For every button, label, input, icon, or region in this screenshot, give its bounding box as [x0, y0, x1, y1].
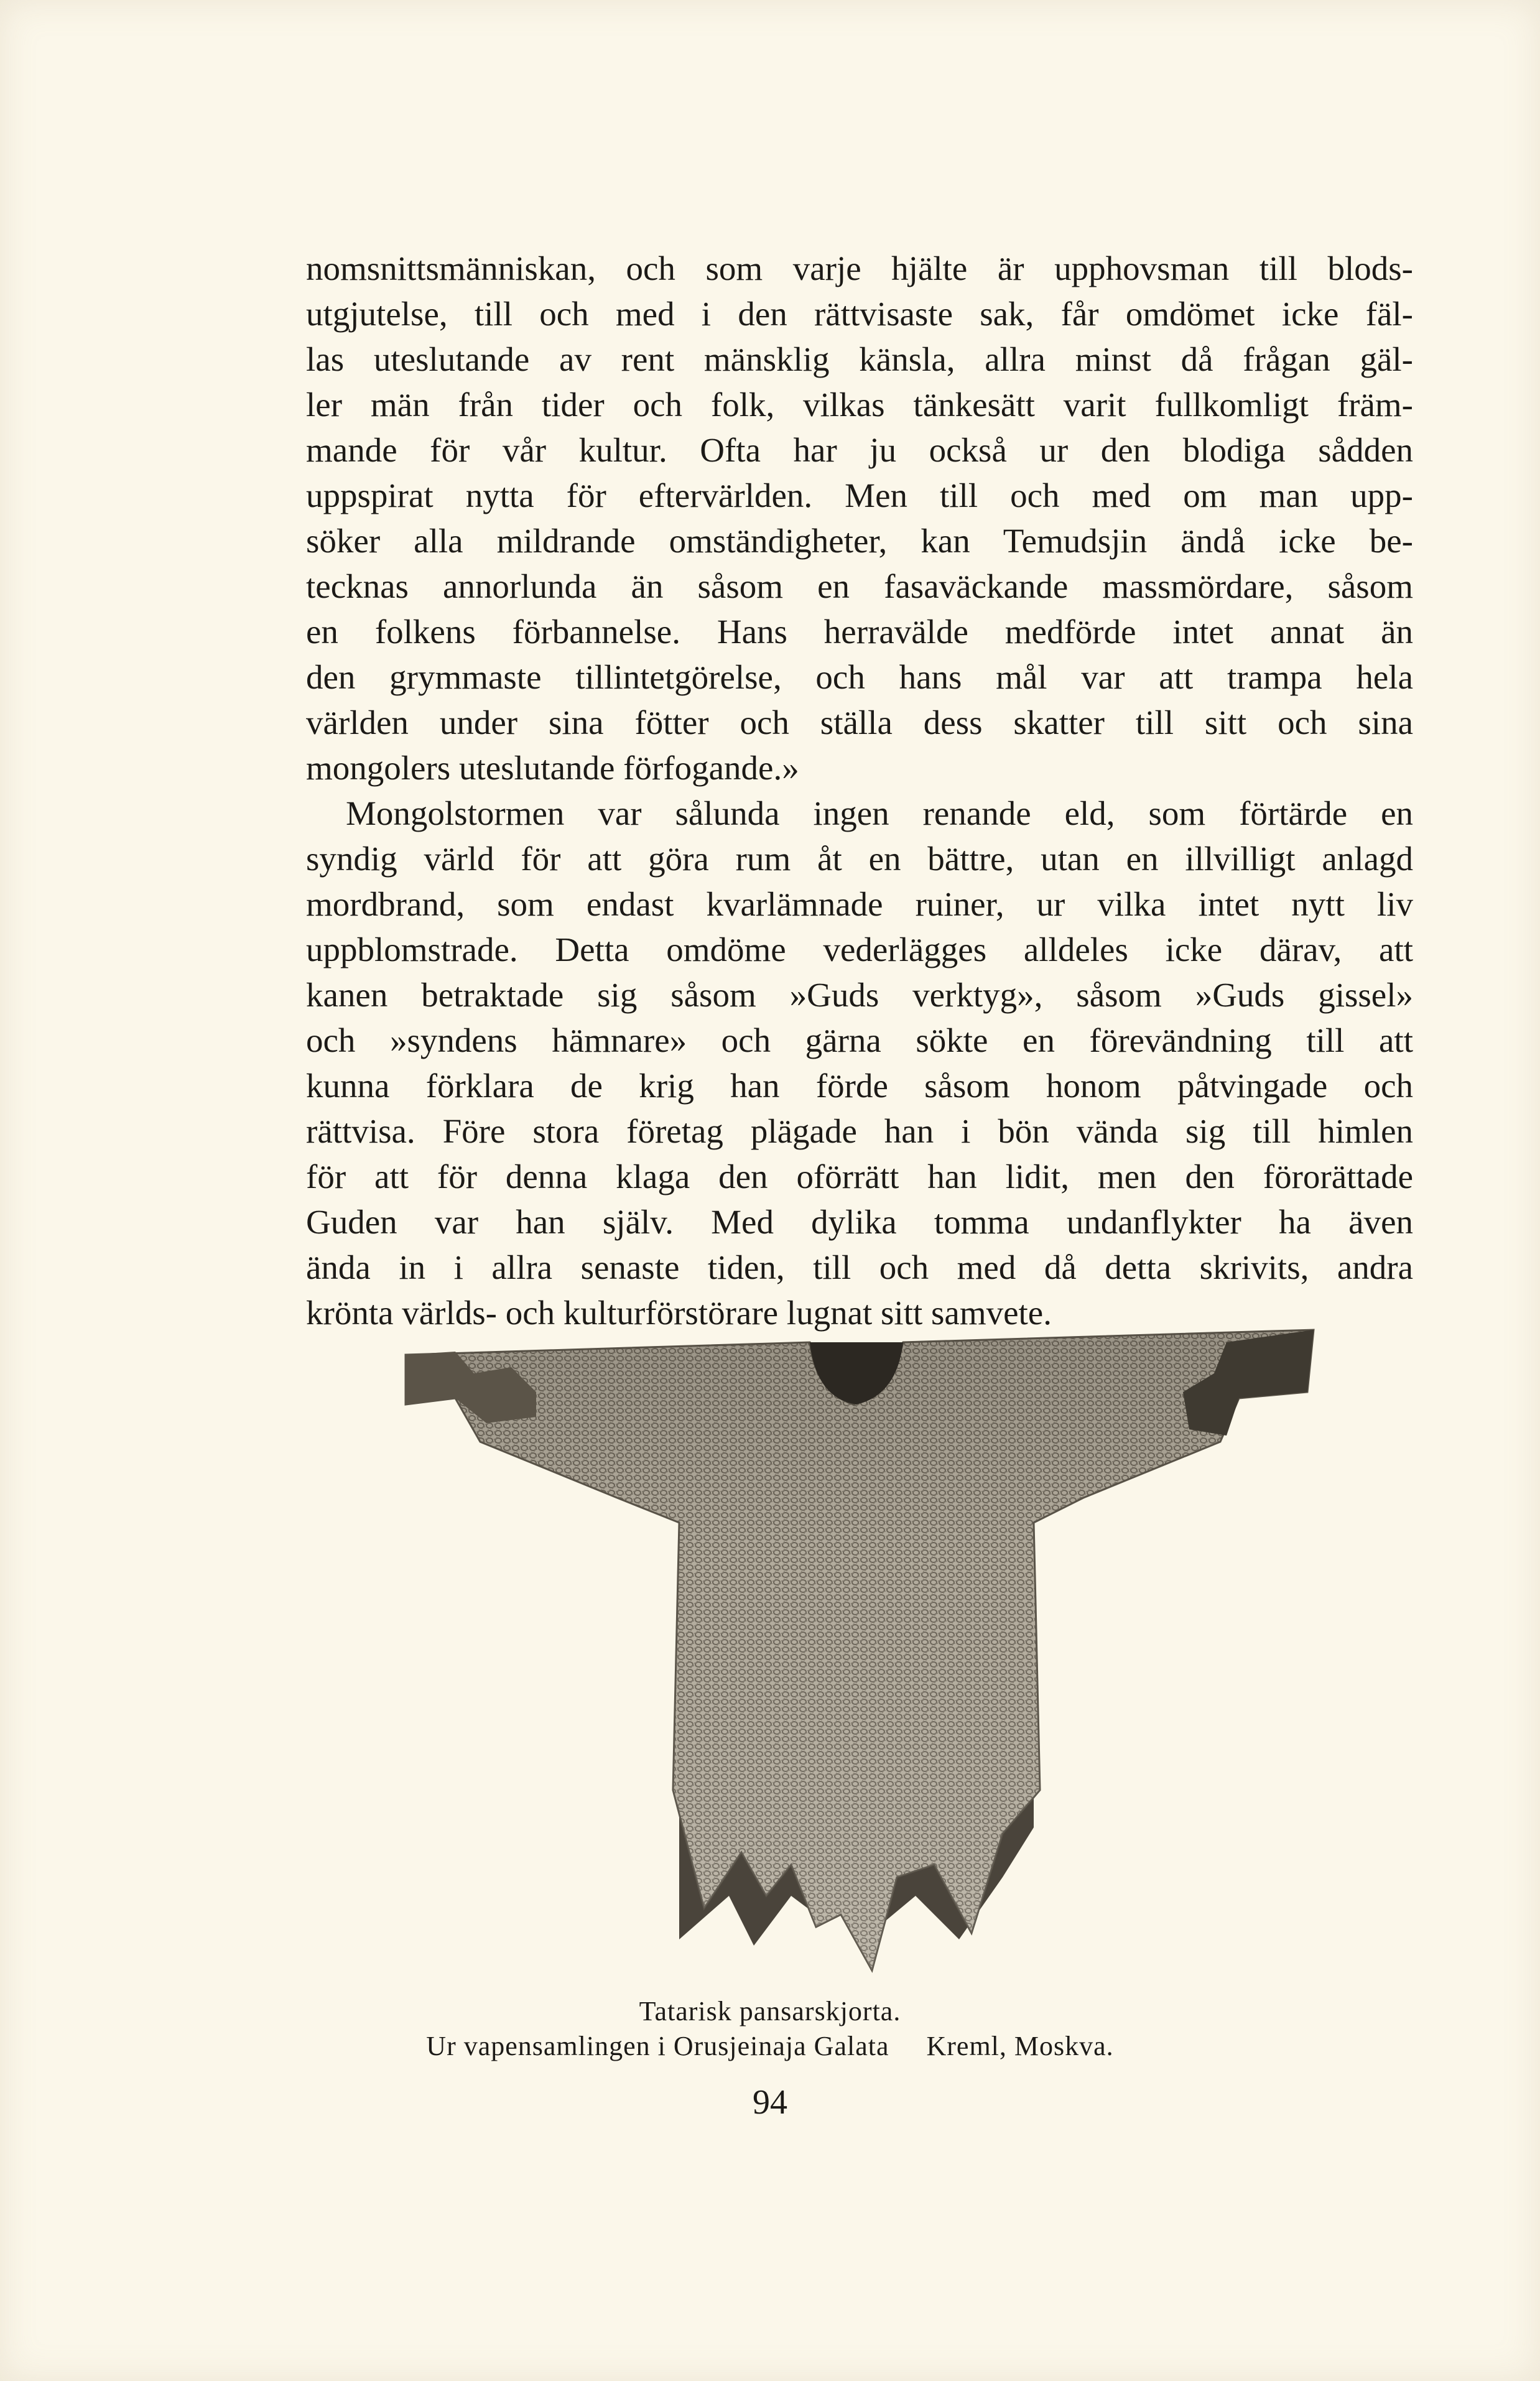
text-line: tecknas annorlunda än såsom en fasaväckande massmördare, såsom — [306, 567, 1413, 605]
text-line: söker alla mildrande omständigheter, kan Temudsjin ändå icke be- — [306, 522, 1413, 560]
text-line: syndig värld för att göra rum åt en bättre, utan en illvilligt anlagd — [306, 840, 1413, 878]
text-line: mordbrand, som endast kvarlämnade ruiner, ur vilka intet nytt liv — [306, 885, 1413, 923]
text-line: utgjutelse, till och med i den rättvisaste sak, får omdömet icke fäl- — [306, 295, 1413, 333]
text-line: och »syndens hämnare» och gärna sökte en förevändning till att — [306, 1021, 1413, 1059]
text-line: Mongolstormen var sålunda ingen renande eld, som förtärde en — [346, 794, 1413, 832]
text-line: krönta världs- och kulturförstörare lugnat sitt samvete. — [306, 1294, 1052, 1332]
caption-location: Kreml, Moskva. — [926, 2031, 1114, 2061]
text-line: för att för denna klaga den oförrätt han lidit, men den förorättade — [306, 1158, 1413, 1195]
text-line: nomsnittsmänniskan, och som varje hjälte är upphovsman till blods- — [306, 249, 1413, 287]
figure-caption-credit — [0, 2030, 1540, 2062]
caption-source: Ur vapensamlingen i Orusjeinaja Galata — [426, 2031, 889, 2061]
body-text — [306, 246, 1413, 1335]
text-line: Guden var han själv. Med dylika tomma undanflykter ha även — [306, 1203, 1413, 1241]
text-line: världen under sina fötter och ställa dess skatter till sitt och sina — [306, 703, 1413, 741]
text-line: kunna förklara de krig han förde såsom honom påtvingade och — [306, 1067, 1413, 1105]
text-line: mande för vår kultur. Ofta har ju också ur den blodiga sådden — [306, 431, 1413, 469]
text-line: uppblomstrade. Detta omdöme vederlägges alldeles icke därav, att — [306, 931, 1413, 968]
figure-caption-title: Tatarisk pansarskjorta. — [639, 1996, 901, 2026]
text-line: en folkens förbannelse. Hans herravälde medförde intet annat än — [306, 613, 1413, 651]
text-line: ler män från tider och folk, vilkas tänkesätt varit fullkomligt främ- — [306, 386, 1413, 424]
text-line: ända in i allra senaste tiden, till och med då detta skrivits, andra — [306, 1248, 1413, 1286]
chainmail-shirt-illustration — [381, 1317, 1332, 2002]
text-line: kanen betraktade sig såsom »Guds verktyg», såsom »Guds gissel» — [306, 976, 1413, 1014]
text-line: den grymmaste tillintetgörelse, och hans mål var att trampa hela — [306, 658, 1413, 696]
text-line: uppspirat nytta för eftervärlden. Men till och med om man upp- — [306, 476, 1413, 514]
page-number: 94 — [753, 2083, 787, 2122]
text-line: mongolers uteslutande förfogande.» — [306, 749, 799, 787]
text-line: las uteslutande av rent mänsklig känsla, allra minst då frågan gäl- — [306, 340, 1413, 378]
text-line: rättvisa. Före stora företag plägade han i bön vända sig till himlen — [306, 1112, 1413, 1150]
